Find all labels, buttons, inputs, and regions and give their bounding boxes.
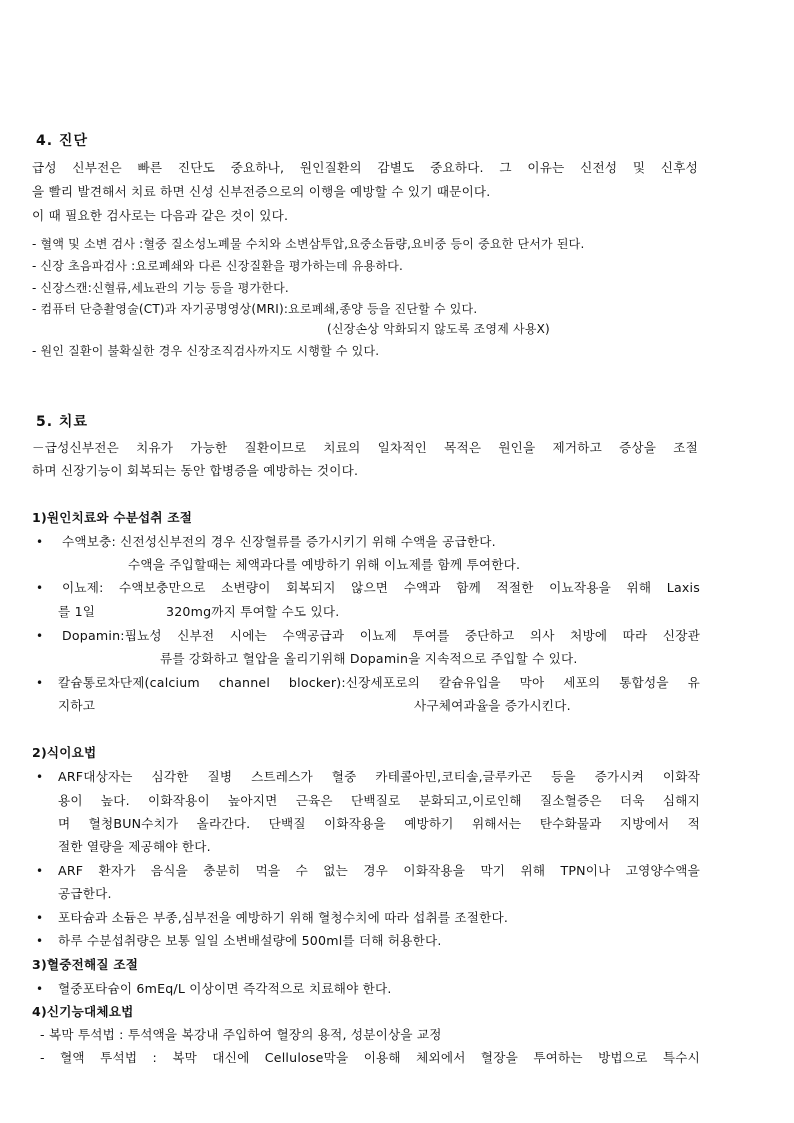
bullet-text: 며 혈청BUN수치가 올라간다. 단백질 이화작용을 예방하기 위해서는 탄수화물과 지방에서 적	[58, 816, 700, 831]
bullet-text: 이뇨제: 수액보충만으로 소변량이 회복되지 않으면 수액과 함께 적절한 이뇨작용을 위해 Laxis	[62, 580, 700, 595]
paragraph-line: 을 빨리 발견해서 치료 하면 신성 신부전증으로의 이행을 예방할 수 있기 때문이다.	[32, 184, 491, 199]
bullet: •	[36, 581, 44, 595]
subsection-2-title: 2)식이요법	[32, 745, 97, 760]
list-item: - 원인 질환이 불확실한 경우 신장조직검사까지도 시행할 수 있다.	[32, 344, 380, 358]
bullet-text: 320mg까지 투여할 수도 있다.	[166, 604, 340, 619]
bullet-text: 절한 열량을 제공해야 한다.	[58, 839, 211, 854]
bullet-text: ARF 환자가 음식을 충분히 먹을 수 없는 경우 이화작용을 막기 위해 TPN이나 고영양수액을	[58, 863, 700, 878]
list-item: - 혈액 투석법 : 복막 대신에 Cellulose막을 이용해 체외에서 혈장을 투여하는 방법으로 특수시	[40, 1050, 700, 1065]
list-item-note: (신장손상 악화되지 않도록 조영제 사용X)	[327, 322, 550, 336]
subsection-1-title: 1)원인치료와 수분섭취 조절	[32, 510, 193, 525]
paragraph-line: －급성신부전은 치유가 가능한 질환이므로 치료의 일차적인 목적은 원인을 제거하고 증상을 조절	[32, 440, 698, 455]
paragraph-line: 하며 신장기능이 회복되는 동안 합병증을 예방하는 것이다.	[32, 463, 359, 478]
bullet: •	[36, 982, 44, 996]
bullet-text: 혈중포타슘이 6mEq/L 이상이면 즉각적으로 치료해야 한다.	[58, 981, 392, 996]
bullet-text: 수액을 주입할때는 체액과다를 예방하기 위해 이뇨제를 함께 투여한다.	[128, 557, 521, 572]
list-item: - 신장 초음파검사 :요로폐쇄와 다른 신장질환을 평가하는데 유용하다.	[32, 259, 404, 273]
bullet-text: 수액보충: 신전성신부전의 경우 신장혈류를 증가시키기 위해 수액을 공급한다.	[62, 534, 496, 549]
bullet: •	[36, 629, 44, 643]
bullet-text: 용이 높다. 이화작용이 높아지면 근육은 단백질로 분화되고,이로인해 질소혈증은 더욱 심해지	[58, 793, 700, 808]
list-item: - 복막 투석법 : 투석액을 복강내 주입하여 혈장의 용적, 성분이상을 교정	[40, 1027, 442, 1042]
bullet: •	[36, 864, 44, 878]
list-item: - 신장스캔:신혈류,세뇨관의 기능 등을 평가한다.	[32, 281, 289, 295]
bullet-text: Dopamin:핍뇨성 신부전 시에는 수액공급과 이뇨제 투여를 중단하고 의사 처방에 따라 신장관	[62, 628, 700, 643]
section-5-title: 5. 치료	[36, 414, 88, 430]
subsection-3-title: 3)혈중전해질 조절	[32, 957, 139, 972]
bullet-text: 지하고	[58, 698, 96, 713]
list-item: - 혈액 및 소변 검사 :혈중 질소성노폐물 수치와 소변삼투압,요중소듐량,요비중 등이 중요한 단서가 된다.	[32, 237, 585, 251]
bullet-text: 사구체여과율을 증가시킨다.	[414, 698, 571, 713]
section-4-title: 4. 진단	[36, 133, 88, 149]
bullet-text: 공급한다.	[58, 886, 112, 901]
bullet-text: 하루 수분섭취량은 보통 일일 소변배설량에 500ml를 더해 허용한다.	[58, 933, 442, 948]
subsection-4-title: 4)신기능대체요법	[32, 1004, 134, 1019]
paragraph-line: 이 때 필요한 검사로는 다음과 같은 것이 있다.	[32, 208, 289, 223]
list-item: - 컴퓨터 단층촬영술(CT)과 자기공명영상(MRI):요로폐쇄,종양 등을 진단할 수 있다.	[32, 302, 478, 316]
bullet-text: 류를 강화하고 혈압을 올리기위해 Dopamin을 지속적으로 주입할 수 있다.	[160, 651, 578, 666]
bullet: •	[36, 934, 44, 948]
bullet: •	[36, 676, 44, 690]
bullet-text: ARF대상자는 심각한 질병 스트레스가 혈중 카테콜아민,코티솔,글루카곤 등을 증가시켜 이화작	[58, 769, 700, 784]
bullet-text: 를 1일	[58, 604, 96, 619]
bullet-text: 포타슘과 소듐은 부종,심부전을 예방하기 위해 혈청수치에 따라 섭취를 조절한다.	[58, 910, 509, 925]
bullet: •	[36, 911, 44, 925]
bullet: •	[36, 535, 44, 549]
paragraph-line: 급성 신부전은 빠른 진단도 중요하나, 원인질환의 감별도 중요하다. 그 이유는 신전성 및 신후성	[32, 160, 698, 175]
bullet: •	[36, 770, 44, 784]
bullet-text: 칼슘통로차단제(calcium channel blocker):신장세포로의 칼슘유입을 막아 세포의 통합성을 유	[58, 675, 700, 690]
